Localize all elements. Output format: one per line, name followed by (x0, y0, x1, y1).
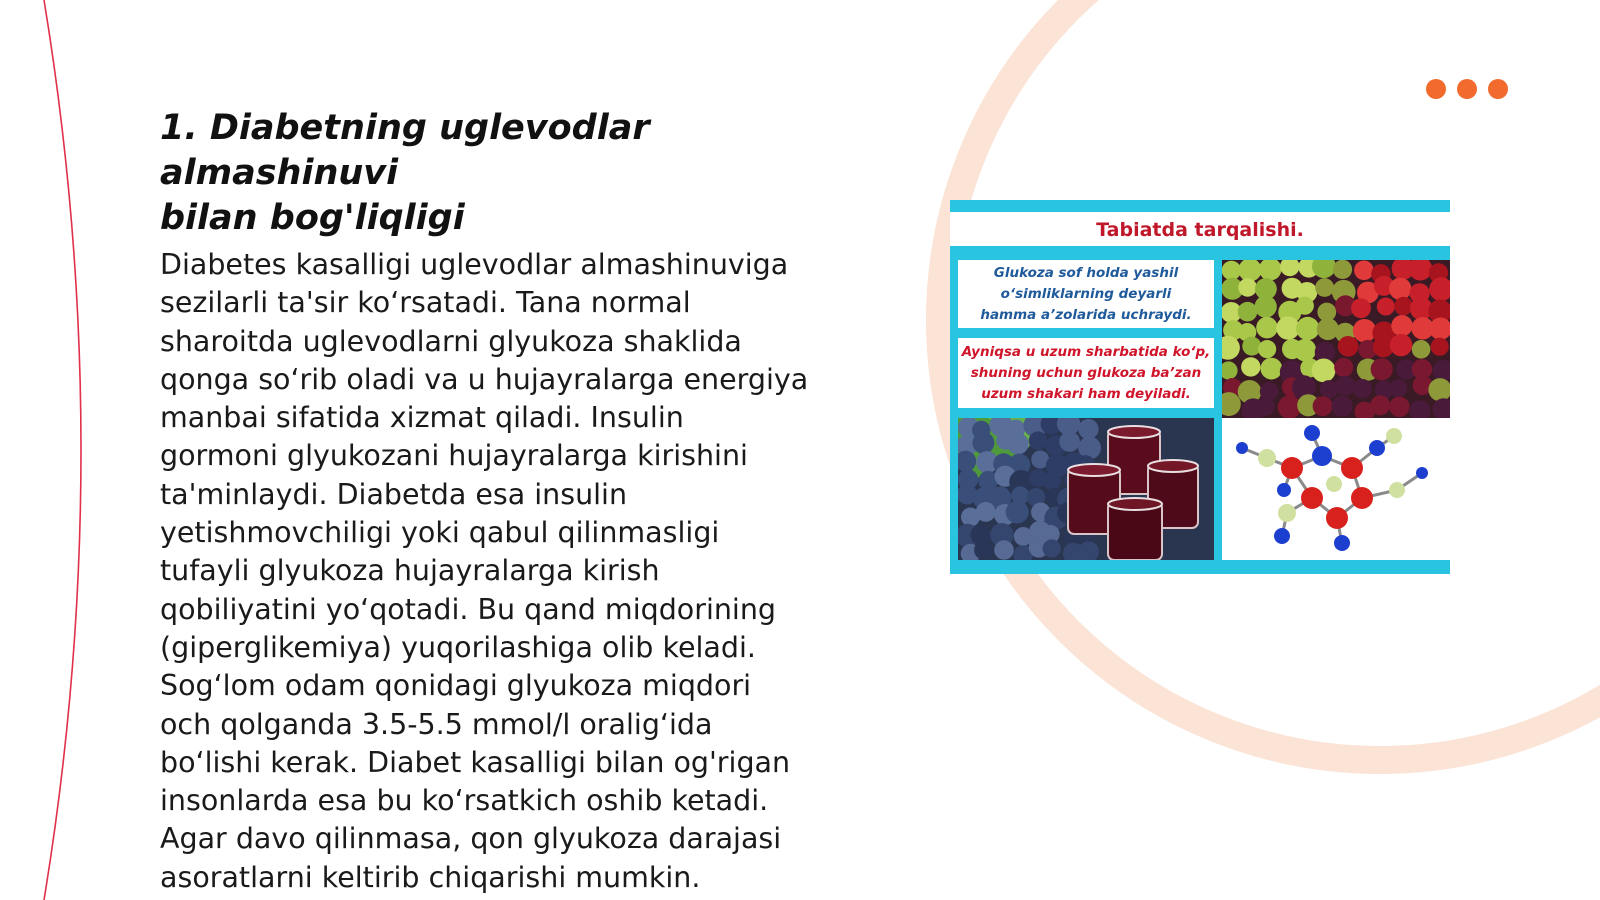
figure-blue-text-box (958, 260, 1214, 328)
orange-dot-icon (1426, 79, 1446, 99)
body-text-line: yetishmovchiligi yoki qabul qilinmasligi (160, 516, 720, 550)
body-text-line: sezilarli ta'sir ko‘rsatadi. Tana normal (160, 286, 691, 320)
slide-body-text (160, 246, 850, 897)
grape-juice-photo (958, 418, 1214, 560)
red-box-line: shuning uchun glukoza ba’zan (970, 364, 1202, 381)
body-text-line: insonlarda esa bu ko‘rsatkich oshib ketadi. (160, 784, 769, 818)
blue-box-line: Glukoza sof holda yashil (993, 264, 1179, 281)
body-text-line: Diabetes kasalligi uglevodlar almashinuviga (160, 248, 789, 281)
glucose-molecule-illustration (1222, 418, 1450, 560)
body-text-line: qobiliyatini yo‘qotadi. Bu qand miqdorining (160, 592, 777, 626)
figure-red-text-box (958, 338, 1214, 408)
blue-box-line: hamma a’zolarida uchraydi. (980, 306, 1192, 323)
glucose-nature-figure (950, 200, 1450, 574)
body-text-line: asoratlarni keltirib chiqarishi mumkin. (160, 860, 701, 894)
title-line: 1. Diabetning uglevodlar almashinuvi (160, 108, 650, 193)
body-text-line: (giperglikemiya) yuqorilashiga olib keladi. (160, 630, 756, 664)
body-text-line: Sog‘lom odam qonidagi glyukoza miqdori (160, 669, 752, 703)
body-text-line: och qolganda 3.5-5.5 mmol/l oralig‘ida (160, 707, 713, 741)
body-text-line: sharoitda uglevodlarni glyukoza shaklida (160, 324, 742, 358)
body-text-line: bo‘lishi kerak. Diabet kasalligi bilan og'rigan (160, 745, 791, 779)
orange-dot-icon (1457, 79, 1477, 99)
title-line: bilan bog'liqligi (160, 198, 465, 238)
blue-box-line: o‘simliklarning deyarli (1000, 285, 1172, 302)
slide-title (160, 106, 860, 241)
orange-dot-icon (1488, 79, 1508, 99)
body-text-line: manbai sifatida xizmat qiladi. Insulin (160, 401, 684, 435)
body-text-line: Agar davo qilinmasa, qon glyukoza darajasi (160, 822, 782, 856)
left-red-arc (44, 0, 81, 900)
body-text-line: ta'minlaydi. Diabetda esa insulin (160, 477, 628, 511)
body-text-line: gormoni glyukozani hujayralarga kirishini (160, 439, 748, 473)
red-box-line: uzum shakari ham deyiladi. (981, 385, 1191, 402)
grapes-photo (1222, 260, 1450, 418)
red-box-line: Ayniqsa u uzum sharbatida ko‘p, (961, 343, 1211, 360)
body-text-line: tufayli glyukoza hujayralarga kirish (160, 554, 660, 588)
figure-title: Tabiatda tarqalishi. (950, 212, 1450, 246)
body-text-line: qonga so‘rib oladi va u hujayralarga energiya (160, 362, 809, 396)
menu-dots (1426, 79, 1508, 99)
